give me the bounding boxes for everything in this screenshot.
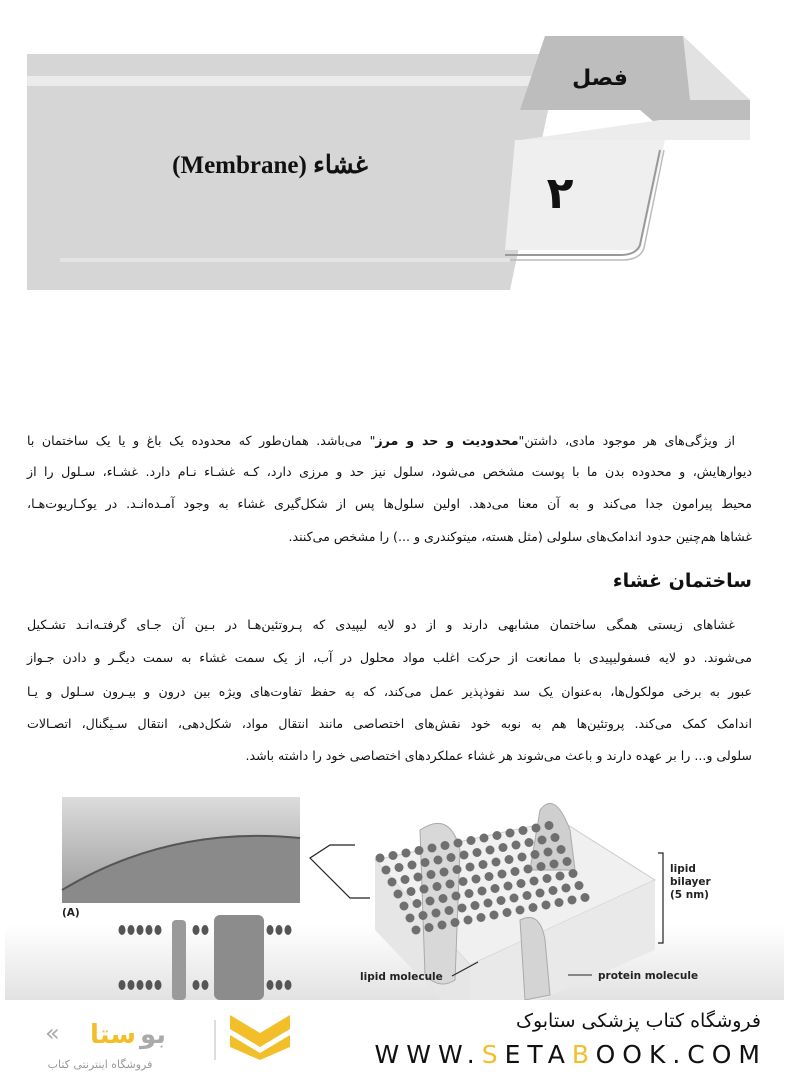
lipid-head bbox=[536, 889, 545, 898]
lipid-head bbox=[504, 882, 513, 891]
lipid-head bbox=[512, 841, 521, 850]
lipid-head bbox=[382, 866, 391, 875]
lipid-head bbox=[472, 875, 481, 884]
lipid-head bbox=[438, 921, 447, 930]
paragraph2-line-5: سلولی و... را بر عهده دارند و باعث می‌شوند هر غشاء عملکردهای اختصاصی خود را داشته باشد. bbox=[245, 748, 752, 763]
lipid-head bbox=[276, 980, 283, 990]
paragraph2-line-1: غشاهای زیستی همگی ساختمان مشابهی دارند و از دو لایه لیپیدی که پـروتئین‌هـا در بـین آن جـای گرفتـه‌انـد تشـکیل bbox=[27, 617, 735, 632]
lipid-head bbox=[563, 857, 572, 866]
lipid-head bbox=[119, 925, 126, 935]
lipid-head bbox=[525, 838, 534, 847]
lipid-head bbox=[267, 980, 274, 990]
lipid-head bbox=[202, 980, 209, 990]
lipid-head bbox=[484, 899, 493, 908]
section-heading: ساختمان غشاء bbox=[612, 570, 752, 592]
membrane-figure bbox=[0, 790, 789, 1000]
lipid-head bbox=[518, 853, 527, 862]
lipid-head bbox=[478, 887, 487, 896]
store-url[interactable]: WWW.SETABOOK.COM bbox=[374, 1040, 767, 1069]
lipid-head bbox=[400, 902, 409, 911]
logo-subtitle: فروشگاه اینترنتی کتاب bbox=[47, 1058, 153, 1071]
lipid-head bbox=[454, 839, 463, 848]
lipid-head bbox=[464, 916, 473, 925]
lipid-head bbox=[543, 874, 552, 883]
lipid-head bbox=[376, 854, 385, 863]
svg-text:بو: بو bbox=[140, 1020, 167, 1050]
lipid-head bbox=[490, 911, 499, 920]
lipid-head bbox=[434, 856, 443, 865]
panel-label: (A) bbox=[62, 907, 80, 919]
lipid-head bbox=[479, 860, 488, 869]
lipid-head bbox=[485, 872, 494, 881]
lipid-head bbox=[506, 829, 515, 838]
lipid-head bbox=[550, 860, 559, 869]
lipid-head bbox=[465, 889, 474, 898]
lipid-head bbox=[433, 882, 442, 891]
lipid-head bbox=[394, 890, 403, 899]
lipid-head bbox=[575, 881, 584, 890]
lipid-head bbox=[193, 980, 200, 990]
lipid-head bbox=[530, 877, 539, 886]
lipid-head bbox=[466, 863, 475, 872]
lipid-head bbox=[267, 925, 274, 935]
lipid-head bbox=[432, 909, 441, 918]
lipid-head bbox=[439, 894, 448, 903]
lipid-head bbox=[276, 925, 283, 935]
lipid-head bbox=[146, 980, 153, 990]
lipid-head bbox=[532, 824, 541, 833]
lipid-head bbox=[285, 980, 292, 990]
lipid-head bbox=[510, 894, 519, 903]
lipid-head bbox=[477, 913, 486, 922]
label-protein-molecule: protein molecule bbox=[598, 970, 699, 982]
lipid-head bbox=[137, 980, 144, 990]
chapter-label: فصل bbox=[572, 66, 628, 91]
paragraph2-line-4: اندامک کمک می‌کند. پروتئین‌ها هم به نوبه خود نقش‌های اختصاصی مانند انتقال مواد، شکل‌دهی، انتقال سـیگنال، اتصـالات bbox=[27, 716, 752, 731]
lipid-head bbox=[529, 903, 538, 912]
lipid-head bbox=[395, 863, 404, 872]
label-lipid-molecule: lipid molecule bbox=[360, 971, 443, 983]
lipid-head bbox=[511, 867, 520, 876]
lipid-head bbox=[497, 896, 506, 905]
paragraph2-line-3: عبور به برخی مولکول‌ها، به‌عنوان یک سد نفوذپذیر عمل می‌کند، که به حفظ تفاوت‌های ویژه بین درون و بیـرون سـلول و یـا bbox=[27, 684, 752, 699]
lipid-head bbox=[555, 898, 564, 907]
lipid-head bbox=[453, 865, 462, 874]
lipid-head bbox=[537, 862, 546, 871]
lipid-head bbox=[516, 906, 525, 915]
paragraph1-line-3: محیط پیرامون جدا می‌کند و به آن معنا می‌دهد. اولین سلول‌ها پس از شکل‌گیری غشاء به وجود آمـده‌انـد. در یوکـاریوت‌هـا، bbox=[27, 496, 752, 511]
lipid-head bbox=[415, 846, 424, 855]
lipid-head bbox=[499, 843, 508, 852]
lipid-head bbox=[425, 923, 434, 932]
lipid-head bbox=[441, 841, 450, 850]
lipid-head bbox=[486, 846, 495, 855]
electron-micrograph bbox=[62, 797, 300, 903]
lipid-head bbox=[544, 848, 553, 857]
lipid-head bbox=[557, 845, 566, 854]
lipid-head bbox=[447, 853, 456, 862]
lipid-head bbox=[524, 865, 533, 874]
lipid-head bbox=[128, 925, 135, 935]
lipid-head bbox=[460, 851, 469, 860]
lipid-head bbox=[581, 893, 590, 902]
lipid-head bbox=[427, 870, 436, 879]
paragraph1-line-2: دیوارهایش، و محدوده بدن ما با پوست مشخص می‌شود، سلول نیز حد و مرزی دارد، کـه غشـاء نـام دارد. غشـاء، سـلول را از bbox=[27, 464, 752, 479]
lipid-head bbox=[493, 831, 502, 840]
paragraph1-line-4: غشاها هم‌چنین حدود اندامک‌های سلولی (مثل هسته، میتوکندری و ...) را مشخص می‌کنند. bbox=[288, 529, 752, 544]
lipid-head bbox=[155, 980, 162, 990]
lipid-head bbox=[471, 901, 480, 910]
lipid-head bbox=[407, 887, 416, 896]
lipid-head bbox=[473, 848, 482, 857]
lipid-head bbox=[155, 925, 162, 935]
lipid-head bbox=[549, 886, 558, 895]
lipid-head bbox=[389, 851, 398, 860]
lipid-head bbox=[426, 897, 435, 906]
lipid-head bbox=[412, 926, 421, 935]
lipid-head bbox=[408, 861, 417, 870]
lipid-head bbox=[531, 850, 540, 859]
lipid-head bbox=[569, 869, 578, 878]
lipid-head bbox=[451, 918, 460, 927]
lipid-head bbox=[551, 833, 560, 842]
lipid-head bbox=[413, 899, 422, 908]
setabook-logo bbox=[40, 1015, 300, 1060]
lipid-head bbox=[420, 885, 429, 894]
lipid-head bbox=[414, 873, 423, 882]
lipid-head bbox=[542, 901, 551, 910]
lipid-head bbox=[202, 925, 209, 935]
lipid-head bbox=[419, 911, 428, 920]
lipid-head bbox=[545, 821, 554, 830]
lipid-head bbox=[428, 844, 437, 853]
label-5nm: (5 nm) bbox=[670, 889, 709, 901]
lipid-head bbox=[517, 879, 526, 888]
lipid-head bbox=[137, 925, 144, 935]
lipid-head bbox=[467, 836, 476, 845]
lipid-head bbox=[421, 858, 430, 867]
lipid-head bbox=[492, 858, 501, 867]
paragraph1-line-1: از ویژگی‌های هر موجود مادی، داشتن"محدودیت و حد و مرز" می‌باشد. همان‌طور که محدوده یک باغ و یا یک ساختمان با bbox=[27, 433, 735, 448]
lipid-head bbox=[523, 891, 532, 900]
lipid-head bbox=[285, 925, 292, 935]
lipid-head bbox=[128, 980, 135, 990]
lipid-head bbox=[503, 908, 512, 917]
logo-text-mark: ستا bbox=[90, 1020, 136, 1050]
svg-text:«: « bbox=[45, 1019, 60, 1047]
lipid-head bbox=[498, 870, 507, 879]
lipid-head bbox=[446, 880, 455, 889]
lipid-head bbox=[388, 878, 397, 887]
lipid-head bbox=[193, 925, 200, 935]
lipid-head bbox=[402, 849, 411, 858]
lipid-head bbox=[519, 826, 528, 835]
label-lipid: lipid bbox=[670, 863, 696, 875]
lipid-head bbox=[491, 884, 500, 893]
lipid-head bbox=[401, 875, 410, 884]
label-bilayer: bilayer bbox=[670, 876, 711, 888]
chapter-number: ۲ bbox=[546, 168, 574, 219]
lipid-head bbox=[458, 904, 467, 913]
lipid-head bbox=[445, 906, 454, 915]
lipid-head bbox=[480, 834, 489, 843]
lipid-head bbox=[568, 896, 577, 905]
lipid-head bbox=[538, 836, 547, 845]
lipid-head bbox=[459, 877, 468, 886]
store-name: فروشگاه کتاب پزشکی ستابوک bbox=[515, 1010, 761, 1032]
lipid-head bbox=[562, 884, 571, 893]
zoom-bracket bbox=[310, 845, 370, 898]
paragraph2-line-2: می‌شوند. دو لایه فسفولیپیدی با ممانعت از حرکت اغلب مواد محلول در آب، از یک سمت غشاء به سمت دیگـر و دادن جـواز bbox=[27, 650, 752, 665]
chapter-title: غشاء (Membrane) bbox=[172, 152, 368, 179]
lipid-head bbox=[440, 868, 449, 877]
lipid-head bbox=[119, 980, 126, 990]
lipid-head bbox=[556, 872, 565, 881]
lipid-head bbox=[452, 892, 461, 901]
lipid-head bbox=[505, 855, 514, 864]
lipid-head bbox=[406, 914, 415, 923]
lipid-head bbox=[146, 925, 153, 935]
